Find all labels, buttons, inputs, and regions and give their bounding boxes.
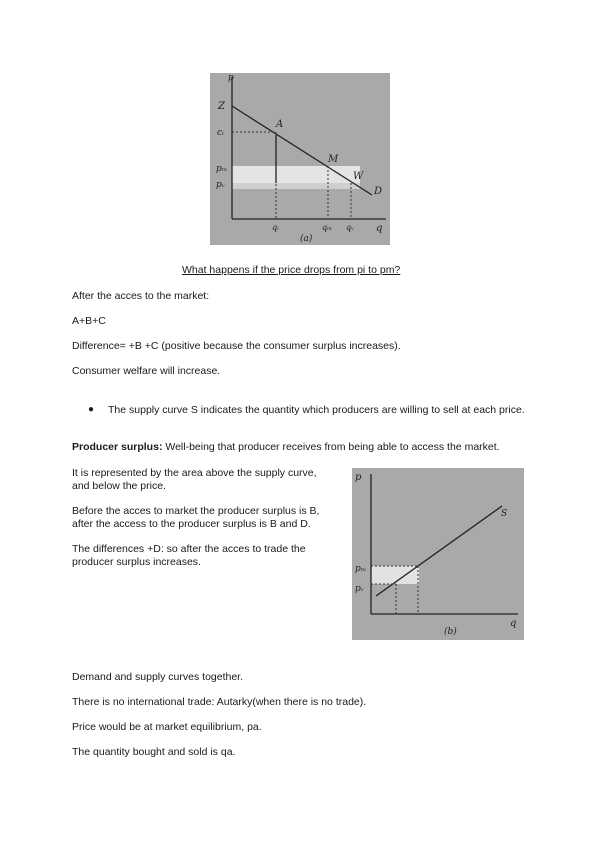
curve-s-label: S [501, 509, 508, 519]
para-price: Price would be at market equilibrium, pa. [72, 721, 262, 733]
b-pm-label: pₘ [355, 564, 367, 574]
para-welfare: Consumer welfare will increase. [72, 365, 221, 377]
para-autarky: There is no international trade: Autarky(when there is no trade). [72, 696, 367, 708]
producer-surplus-para [72, 441, 500, 454]
para-diff-line2: producer surplus increases. [72, 556, 201, 568]
axis-p-label: p [228, 73, 234, 83]
para-before-line2: after the access to the producer surplus is B and D. [72, 518, 311, 530]
point-w-label: W [353, 171, 364, 182]
axis-q-label: q [376, 223, 383, 234]
question-heading: What happens if the price drops from pi to pm? [182, 264, 401, 276]
b-axis-q-label: q [510, 618, 517, 629]
ci-label: cᵢ [217, 128, 224, 138]
para-area-line1: It is represented by the area above the supply curve, [72, 467, 317, 479]
para-before-line1: Before the acces to market the producer surplus is B, [72, 505, 320, 517]
para-quantity: The quantity bought and sold is qa. [72, 746, 236, 758]
supply-figure-svg [352, 468, 524, 640]
para-area-line2: and below the price. [72, 480, 166, 492]
para-diff-line1: The differences +D: so after the acces to trade the [72, 543, 306, 555]
para-after-market: After the acces to the market: [72, 290, 210, 302]
point-a-label: A [276, 119, 284, 130]
producer-surplus-term: Producer surplus: [72, 441, 163, 453]
b-pw-label: pᵥ [355, 584, 365, 594]
para-abc: A+B+C [72, 315, 106, 327]
bullet-marker: ● [88, 404, 95, 415]
demand-figure-svg [210, 73, 390, 245]
area-c [232, 183, 360, 189]
para-difference: Difference= +B +C (positive because the consumer surplus increases). [72, 340, 401, 352]
point-m-label: M [328, 154, 339, 165]
qi-label: qᵢ [272, 223, 279, 232]
bullet-supply: The supply curve S indicates the quantity which producers are willing to sell at each price. [108, 404, 525, 416]
b-axis-p-label: p [355, 472, 362, 483]
supply-figure [352, 468, 524, 640]
para-curves: Demand and supply curves together. [72, 671, 244, 683]
pw-label: pᵥ [216, 180, 226, 190]
figure-a-caption: (a) [300, 234, 313, 244]
pm-label: pₘ [216, 164, 228, 174]
figure-b-caption: (b) [444, 627, 457, 637]
area-d [371, 566, 419, 584]
qm-label: qₘ [322, 223, 333, 232]
producer-surplus-def: Well-being that producer receives from being able to access the market. [162, 441, 500, 453]
curve-d-label: D [374, 186, 383, 197]
qw-label: qᵥ [346, 223, 355, 232]
z-label: Z [218, 101, 225, 112]
supply-line [376, 506, 502, 596]
demand-figure [210, 73, 390, 245]
